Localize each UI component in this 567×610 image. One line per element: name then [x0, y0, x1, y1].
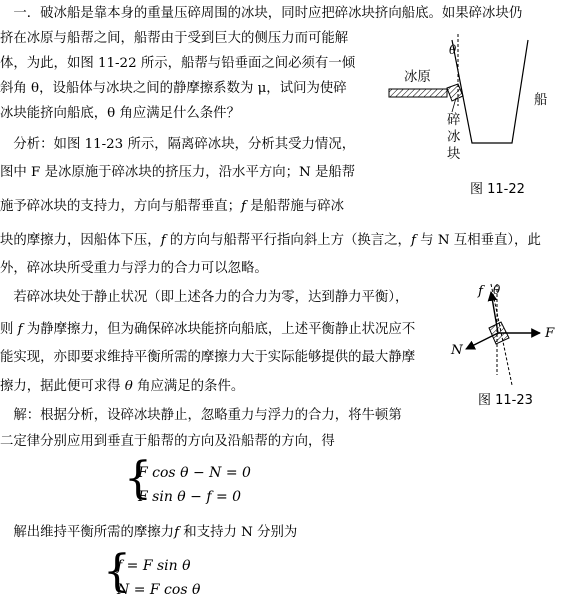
symbol-f: f — [160, 233, 166, 248]
problem-line-4: 斜角 θ，设船体与冰块之间的静摩擦系数为 μ，试问为使碎 — [0, 81, 347, 96]
static-line-2-text-b: 为静摩擦力，但为确保碎冰块能挤向船底，上述平衡静止状况应不 — [22, 322, 416, 337]
fig22-broken-ice-label-1: 碎 — [447, 113, 461, 128]
fig23-f-label: f — [478, 284, 483, 299]
fig22-theta-label: θ — [449, 43, 457, 57]
fig23-N-label: N — [451, 343, 463, 358]
equation-1a: F cos θ − N = 0 — [138, 465, 251, 481]
problem-line-3: 体，为此，如图 11-22 所示，船帮与铅垂面之间必须有一倾 — [0, 56, 356, 71]
static-line-3: 能实现，亦即要求维持平衡所需的摩擦力大于实际能够提供的最大静摩 — [0, 350, 416, 365]
analysis-line-3-text-a: 施予碎冰块的支持力，方向与船帮垂直； — [0, 199, 242, 214]
equation-1b: F sin θ − f = 0 — [138, 489, 242, 505]
problem-line-1: 一．破冰船是靠本身的重量压碎周围的冰块，同时应把碎冰块挤向船底。如果碎冰块仍 — [0, 6, 523, 21]
analysis-line-2: 图中 F 是冰原施于碎冰块的挤压力，沿水平方向；N 是船帮 — [0, 165, 356, 180]
solution-line-3-text-b: 和支持力 N 分别为 — [179, 525, 298, 540]
fig22-ice-field-label: 冰原 — [404, 70, 431, 85]
equation-2b: N = F cos θ — [117, 582, 201, 598]
equation-brace-2: { — [103, 546, 131, 597]
static-line-4-text-b: 角应满足的条件。 — [132, 379, 245, 394]
fig22-hull-label: 船 — [534, 93, 548, 108]
static-line-4-text-a: 擦力，据此便可求得 — [0, 379, 125, 394]
fig23-F-label: F — [545, 326, 555, 341]
equation-brace-1: { — [124, 453, 152, 504]
force-N-arrow — [466, 333, 498, 349]
solution-line-3-text-a: 解出维持平衡所需的摩擦力 — [0, 525, 175, 540]
fig23-theta-label: θ — [493, 283, 501, 297]
static-line-1: 若碎冰块处于静止状况（即上述各力的合力为零，达到静力平衡）， — [0, 290, 409, 305]
symbol-theta: θ — [124, 379, 133, 394]
fig22-caption: 图 11-22 — [470, 182, 525, 197]
analysis-line-4-text-b: 的方向与船帮平行指向斜上方（换言之， — [165, 233, 411, 248]
solution-line-1: 解：根据分析，设碎冰块静止，忽略重力与浮力的合力，将牛顿第 — [0, 408, 402, 423]
analysis-line-4-text-c: 与 N 互相垂直），此 — [415, 233, 541, 248]
symbol-f: f — [17, 322, 23, 337]
fig22-broken-ice-label-3: 块 — [447, 147, 461, 162]
analysis-line-1: 分析：如图 11-23 所示，隔离碎冰块，分析其受力情况， — [0, 137, 356, 152]
analysis-line-3-text-b: 是船帮施与碎冰 — [246, 199, 344, 214]
static-line-2-text-a: 则 — [0, 322, 18, 337]
fig22-broken-ice-label-2: 冰 — [447, 130, 461, 145]
symbol-f: f — [410, 233, 416, 248]
symbol-f: f — [174, 525, 180, 540]
analysis-line-4-text-a: 块的摩擦力，因船体下压， — [0, 233, 161, 248]
equation-2a: f = F sin θ — [117, 558, 191, 574]
problem-line-2: 挤在冰原与船帮之间，船帮由于受到巨大的侧压力而可能解 — [0, 31, 349, 46]
symbol-f: f — [241, 199, 246, 214]
problem-line-5: 冰块能挤向船底，θ 角应满足什么条件？ — [0, 106, 240, 121]
analysis-line-5: 外，碎冰块所受重力与浮力的合力可以忽略。 — [0, 261, 268, 276]
solution-line-2: 二定律分别应用到垂直于船帮的方向及沿船帮的方向，得 — [0, 434, 335, 449]
fig23-caption: 图 11-23 — [478, 393, 533, 408]
